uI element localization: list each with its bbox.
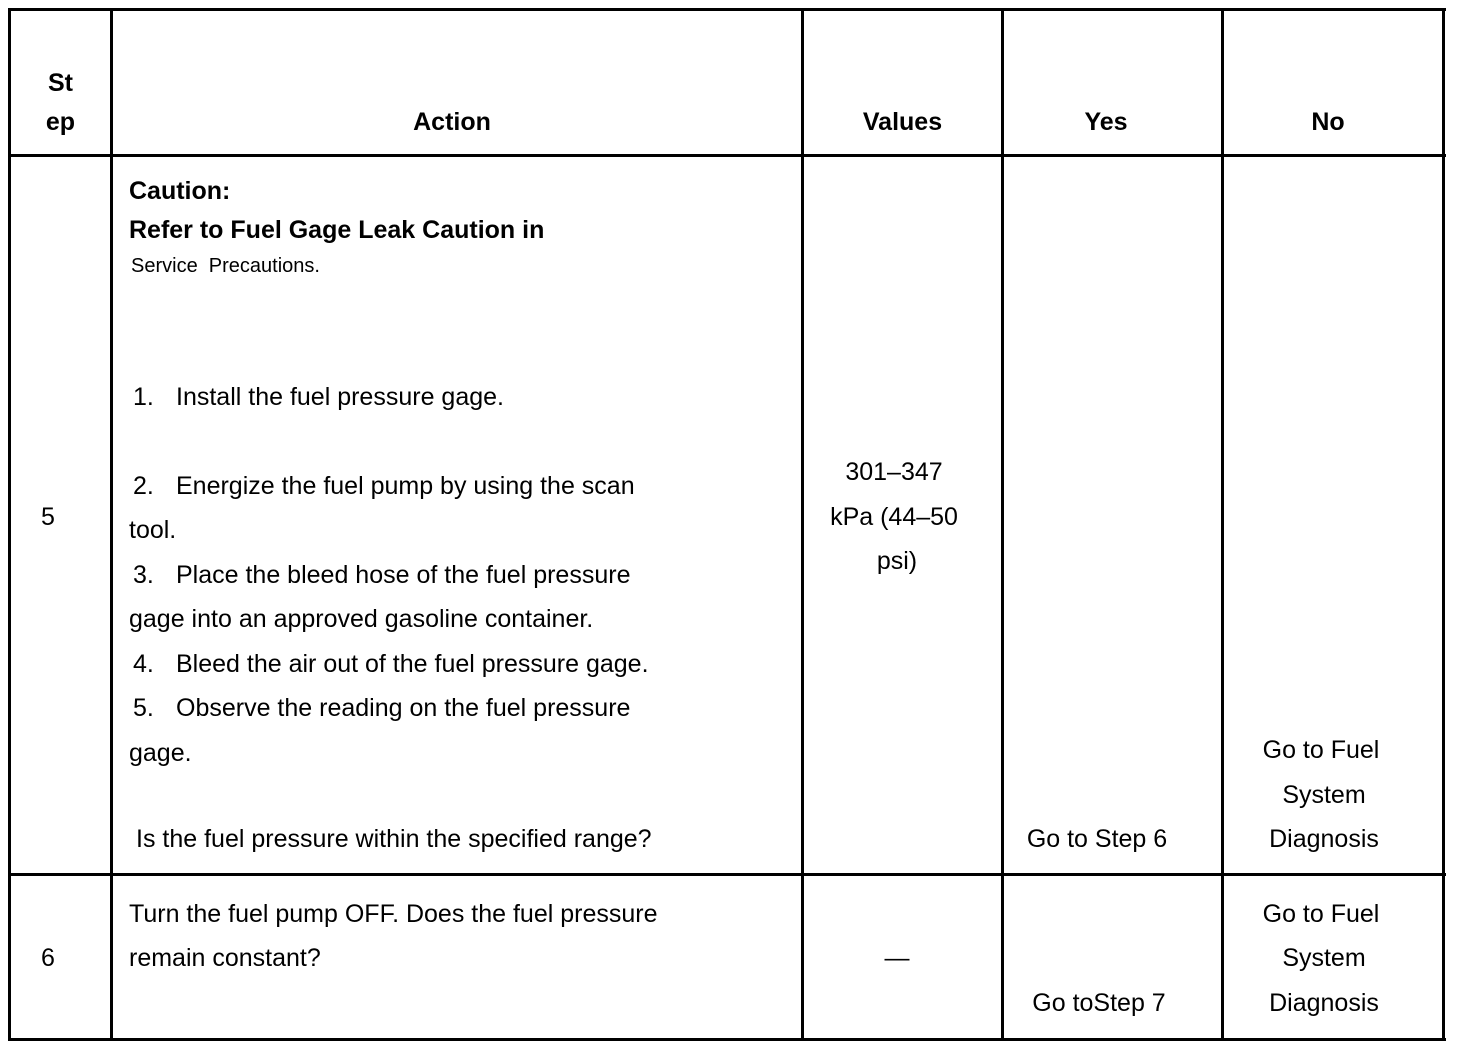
values-line: kPa (44–50 [830, 503, 958, 531]
column-divider [1001, 8, 1004, 1041]
action-question: Is the fuel pressure within the specified range? [136, 825, 652, 853]
header-step-line1: St [48, 69, 73, 97]
list-item-number: 5. [133, 694, 154, 722]
no-result-line: Diagnosis [1269, 989, 1379, 1017]
list-item-text: Energize the fuel pump by using the scan [176, 472, 635, 500]
list-item-text: Place the bleed hose of the fuel pressure [176, 561, 631, 589]
header-action: Action [413, 108, 491, 136]
list-item-number: 4. [133, 650, 154, 678]
caution-text: Refer to Fuel Gage Leak Caution in [129, 216, 545, 244]
table-border-top [8, 8, 1446, 11]
table-border-right [1442, 8, 1445, 1041]
action-text: remain constant? [129, 944, 321, 972]
values-line: 301–347 [845, 458, 943, 486]
table-border-bottom [8, 1038, 1446, 1041]
step-number: 5 [41, 503, 55, 531]
list-item-number: 1. [133, 383, 154, 411]
no-result-line: Go to Fuel [1262, 736, 1380, 764]
table-border-left [8, 8, 11, 1041]
list-item-text: Observe the reading on the fuel pressure [176, 694, 631, 722]
yes-result: Go toStep 7 [1032, 989, 1166, 1017]
header-values: Values [862, 108, 943, 136]
header-no: No [1311, 108, 1345, 136]
values-line: psi) [876, 547, 918, 575]
column-divider [110, 8, 113, 1041]
yes-result: Go to Step 6 [1026, 825, 1168, 853]
header-divider [8, 154, 1446, 157]
list-item-text: gage. [129, 739, 192, 767]
step-number: 6 [41, 944, 55, 972]
list-item-number: 3. [133, 561, 154, 589]
list-item-text: Install the fuel pressure gage. [176, 383, 504, 411]
values-dash: — [884, 944, 910, 972]
no-result-line: System [1282, 781, 1366, 809]
list-item-text: gage into an approved gasoline container. [129, 605, 594, 633]
no-result-line: Diagnosis [1269, 825, 1379, 853]
list-item-text: Bleed the air out of the fuel pressure gage. [176, 650, 649, 678]
header-yes: Yes [1084, 108, 1128, 136]
header-step-line2: ep [45, 108, 76, 136]
no-result-line: System [1282, 944, 1366, 972]
column-divider [1221, 8, 1224, 1041]
caution-reference: Service Precautions. [131, 255, 320, 277]
list-item-number: 2. [133, 472, 154, 500]
list-item-text: tool. [129, 516, 177, 544]
action-text: Turn the fuel pump OFF. Does the fuel pressure [129, 900, 658, 928]
caution-title: Caution: [129, 177, 231, 205]
no-result-line: Go to Fuel [1262, 900, 1380, 928]
row-divider [8, 873, 1446, 876]
